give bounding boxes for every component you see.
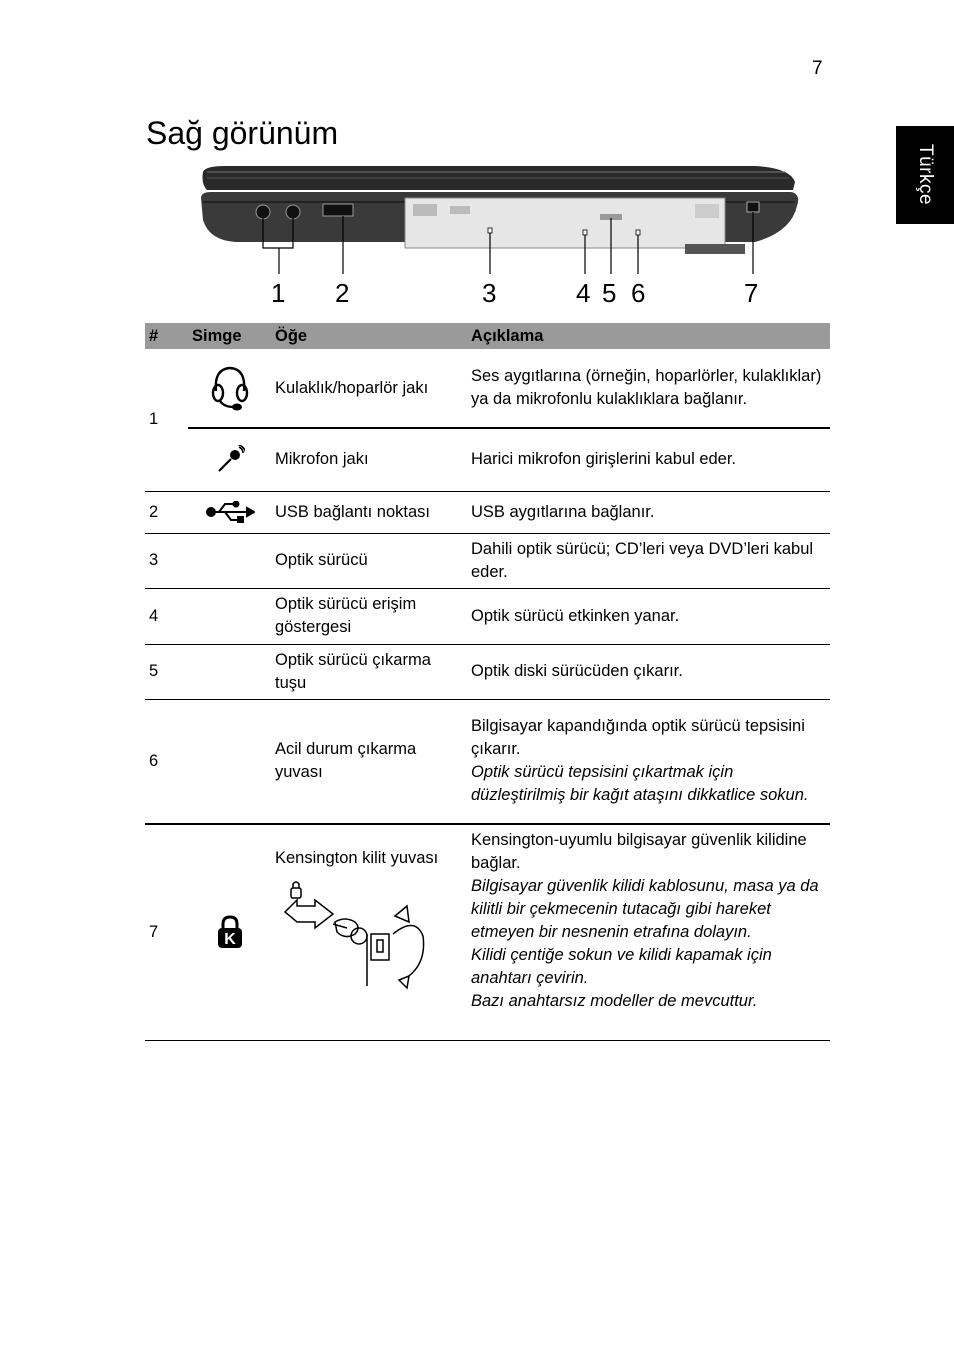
row-item: Mikrofon jakı xyxy=(271,428,467,491)
row-description xyxy=(467,824,830,1040)
description-text: Kensington-uyumlu bilgisayar güvenlik kilidine bağlar. xyxy=(471,831,807,872)
header-description: Açıklama xyxy=(467,323,830,349)
description-text: Optik diski sürücüden çıkarır. xyxy=(471,662,683,680)
row-icon-empty xyxy=(188,644,271,699)
row-icon-empty xyxy=(188,699,271,824)
row-item: Kensington kilit yuvası xyxy=(275,849,439,867)
row-number: 2 xyxy=(145,491,188,533)
header-item: Öğe xyxy=(271,323,467,349)
row-item: Kulaklık/hoparlör jakı xyxy=(271,349,467,428)
description-note: Optik sürücü tepsisini çıkartmak için düzleştirilmiş bir kağıt ataşını dikkatlice sokun. xyxy=(471,763,809,805)
row-description xyxy=(467,491,830,533)
table-row xyxy=(145,491,830,533)
header-icon: Simge xyxy=(188,323,271,349)
row-description xyxy=(467,349,830,428)
svg-text:K: K xyxy=(223,931,236,949)
row-number: 6 xyxy=(145,699,188,824)
headset-icon xyxy=(188,349,271,428)
row-item: Optik sürücü xyxy=(271,533,467,588)
row-item: Optik sürücü çıkarma tuşu xyxy=(271,644,467,699)
language-tab-label: Türkçe xyxy=(915,144,936,206)
description-text: USB aygıtlarına bağlanır. xyxy=(471,502,655,521)
microphone-icon xyxy=(188,428,271,491)
callout-3: 3 xyxy=(482,278,497,308)
description-note: Kilidi çentiğe sokun ve kilidi kapamak için anahtarı çevirin. xyxy=(471,946,772,987)
language-tab xyxy=(896,126,954,224)
description-text: Optik sürücü etkinken yanar. xyxy=(471,606,680,625)
callout-1: 1 xyxy=(271,278,286,308)
row-number: 7 xyxy=(145,824,188,1040)
description-note: Bilgisayar güvenlik kilidi kablosunu, masa ya da kilitli bir çekmecenin tutacağı gibi hareket etmeyen bir nesnenin etrafına dolayın. xyxy=(471,877,819,941)
callout-2: 2 xyxy=(335,278,350,308)
usb-icon xyxy=(188,491,271,533)
table-header-row xyxy=(145,323,830,349)
laptop-right-side-illustration xyxy=(195,160,805,280)
kensington-lock-illustration xyxy=(275,876,435,996)
right-view-table xyxy=(145,323,830,1041)
row-number: 5 xyxy=(145,644,188,699)
row-item: Optik sürücü erişim göstergesi xyxy=(271,588,467,644)
page-number: 7 xyxy=(812,58,823,79)
callout-6: 6 xyxy=(631,278,646,308)
table-row xyxy=(145,349,830,428)
row-description xyxy=(467,428,830,491)
row-description xyxy=(467,644,830,699)
table-row xyxy=(145,824,830,1040)
row-number: 4 xyxy=(145,588,188,644)
table-row xyxy=(145,533,830,588)
row-description xyxy=(467,588,830,644)
header-number: # xyxy=(145,323,188,349)
table-row xyxy=(145,644,830,699)
row-icon-empty xyxy=(188,588,271,644)
row-description xyxy=(467,533,830,588)
table-row xyxy=(145,699,830,824)
row-item: USB bağlantı noktası xyxy=(271,491,467,533)
description-text: Harici mikrofon girişlerini kabul eder. xyxy=(471,450,737,469)
description-text: Bilgisayar kapandığında optik sürücü tepsisini çıkarır. xyxy=(471,717,805,759)
row-item-cell xyxy=(271,824,467,1040)
table-row xyxy=(145,428,830,491)
row-number: 3 xyxy=(145,533,188,588)
row-number: 1 xyxy=(145,349,188,491)
row-icon-empty xyxy=(188,533,271,588)
row-description xyxy=(467,699,830,824)
kensington-lock-icon xyxy=(188,824,271,1040)
description-text: Dahili optik sürücü; CD’leri veya DVD’leri kabul eder. xyxy=(471,539,814,581)
callout-5: 5 xyxy=(602,278,617,308)
page-title: Sağ görünüm xyxy=(146,115,339,151)
description-text: Ses aygıtlarına (örneğin, hoparlörler, kulaklıklar) ya da mikrofonlu kulaklıklara bağlanır. xyxy=(471,367,822,408)
callout-7: 7 xyxy=(744,278,759,308)
description-note: Bazı anahtarsız modeller de mevcuttur. xyxy=(471,992,758,1010)
table-row xyxy=(145,588,830,644)
row-item: Acil durum çıkarma yuvası xyxy=(271,699,467,824)
callout-4: 4 xyxy=(576,278,591,308)
callout-numbers xyxy=(0,278,954,310)
